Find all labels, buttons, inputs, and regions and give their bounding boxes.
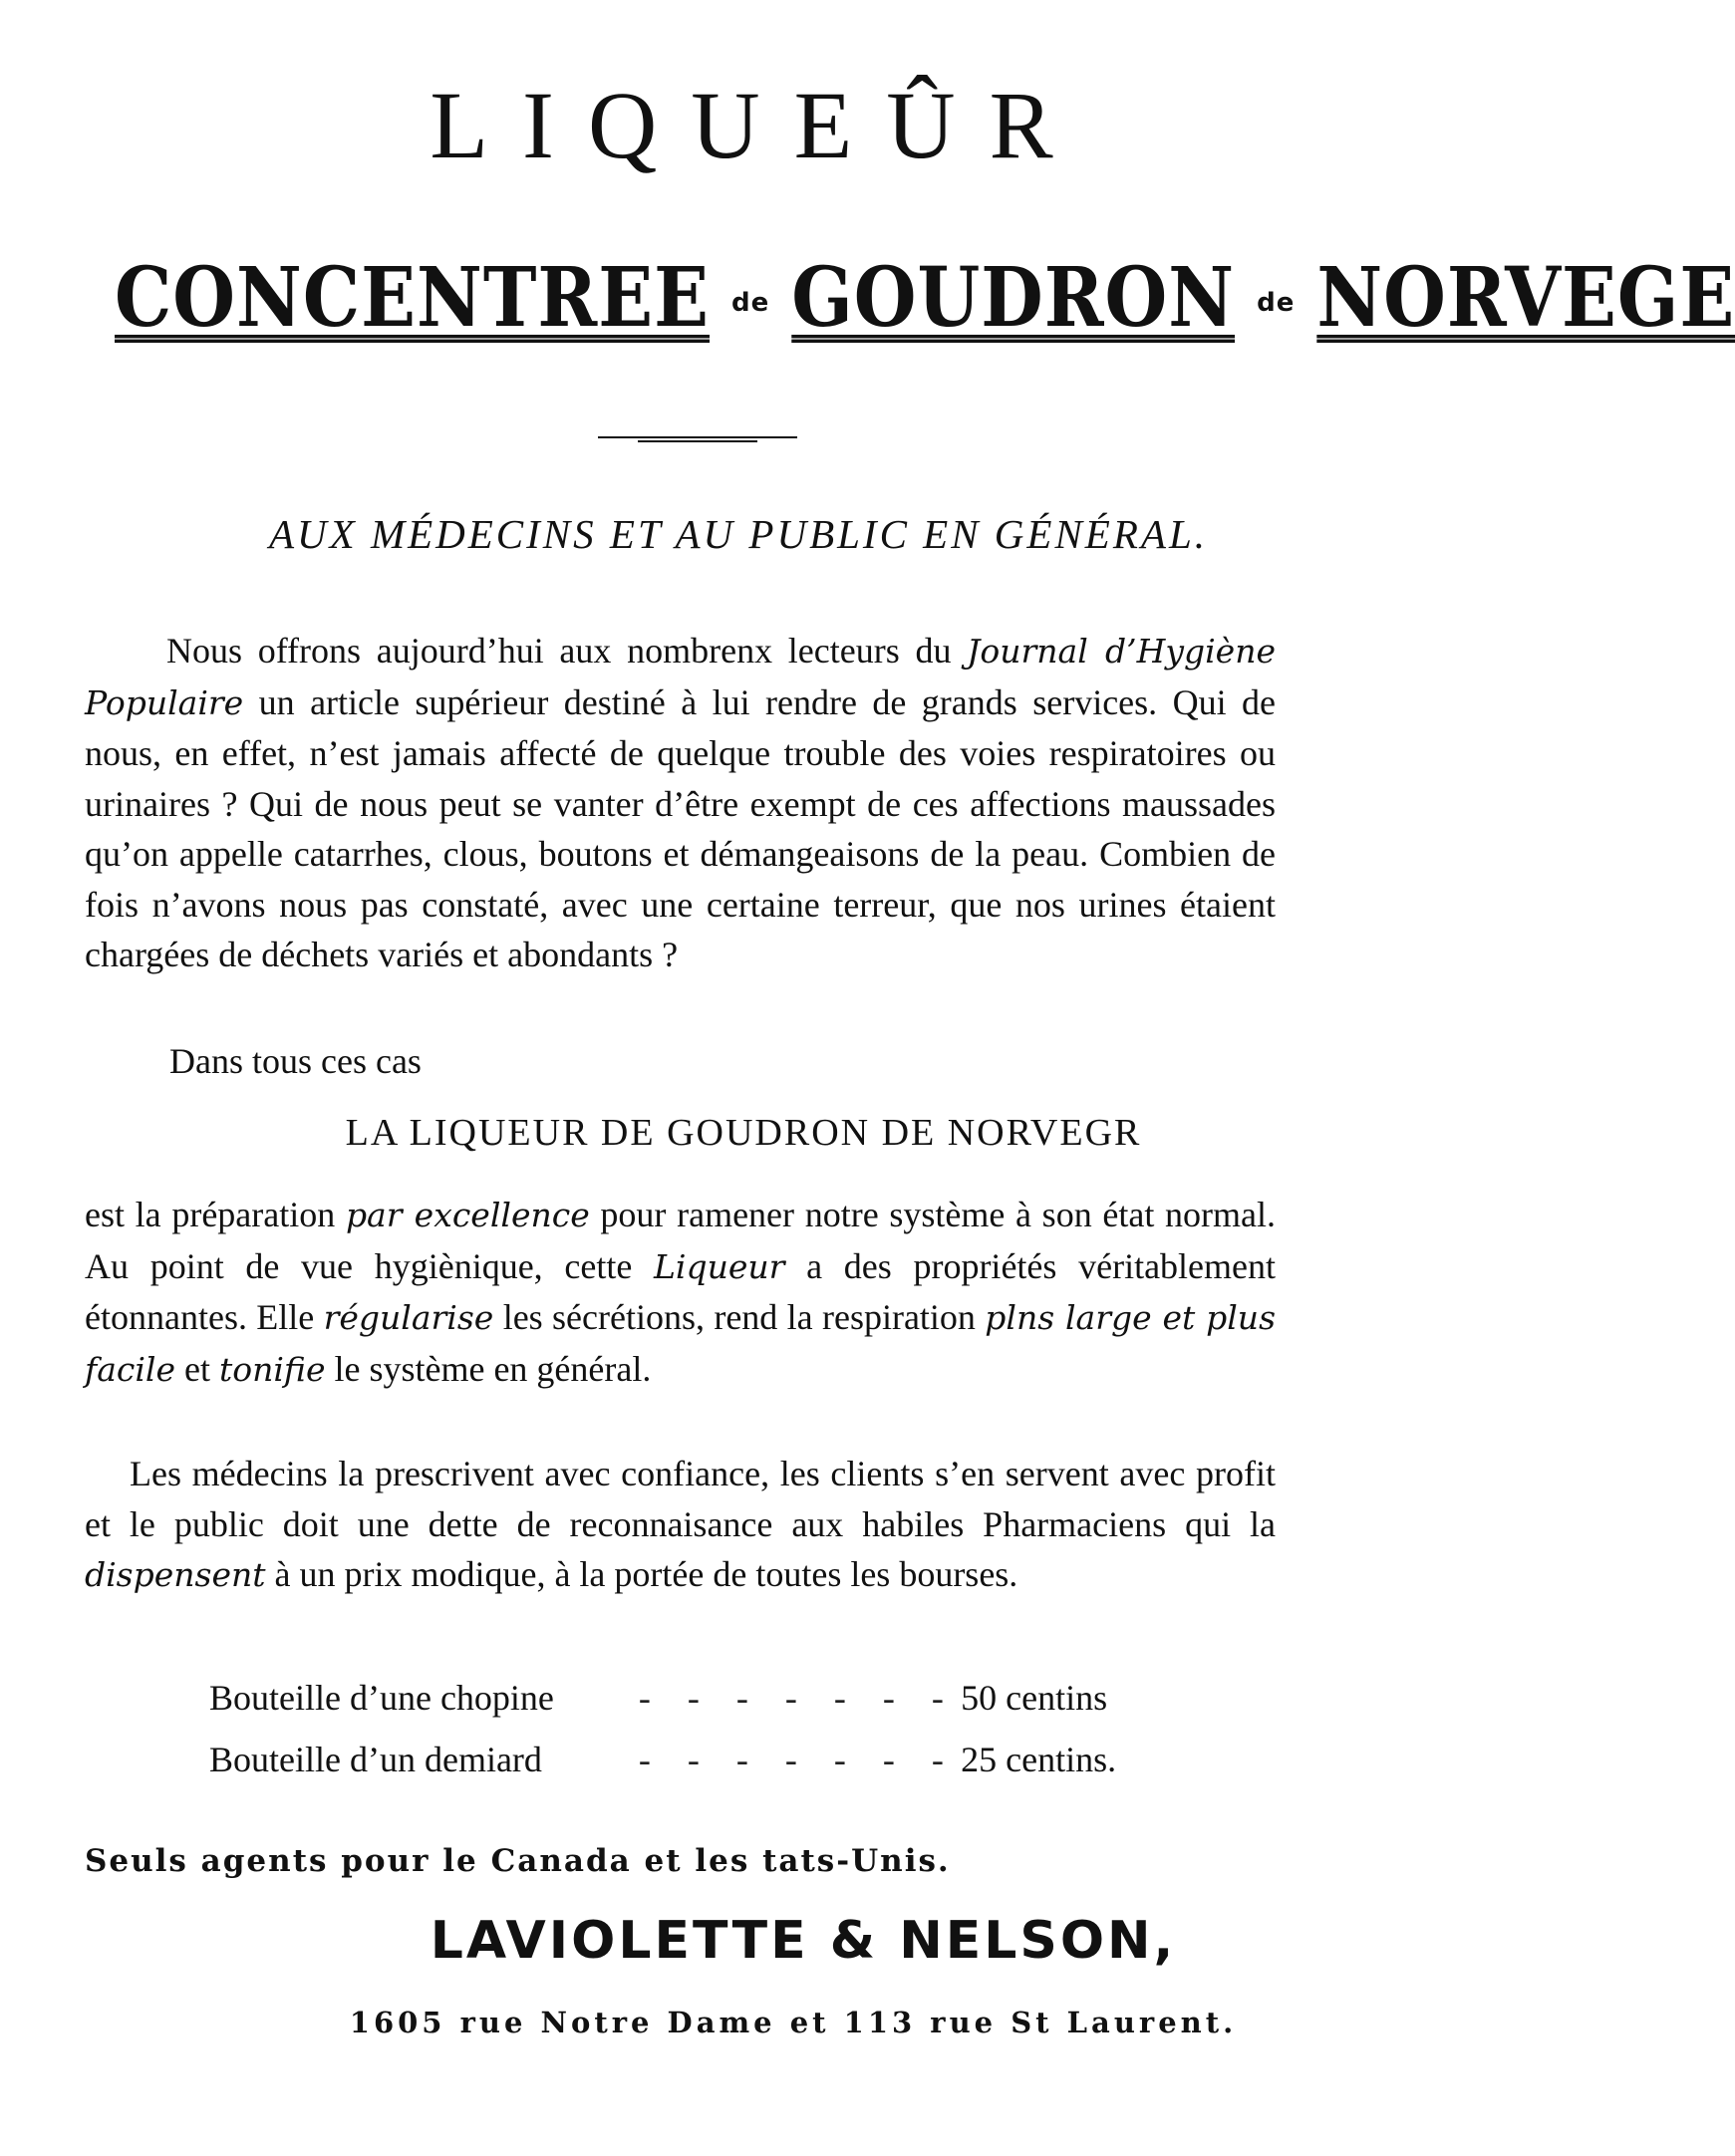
price-label: Bouteille d’une chopine — [209, 1678, 554, 1718]
subtitle — [115, 247, 1735, 346]
street-address: 1605 rue Notre Dame et 113 rue St Laurent. — [349, 2006, 1238, 2039]
text-run: est la préparation — [85, 1195, 346, 1234]
emphasis: par excellence — [345, 1196, 590, 1234]
text-run: les sécrétions, rend la respiration — [493, 1297, 986, 1337]
text-run: un article supérieur destiné à lui rendre de grands services. Qui de nous, en effet, n’est jamais affecté de quelque trouble des voies respiratoires ou urinaires ? Qui de nous peut se vanter d’être exempt de ces affections maussades qu’on appelle catarrhes, clous, boutons et démangeaisons de la peau. Combien de fois n’avons nous pas constaté, avec une certaine terreur, que nos urines étaient chargées de déchets variés et abondants ? — [85, 681, 1276, 974]
page-title: LIQUEÛR — [430, 72, 1087, 178]
price-leader: - - - - - - - — [638, 1740, 958, 1779]
price-value: 25 centins. — [961, 1740, 1117, 1779]
price-leader: - - - - - - - — [638, 1678, 958, 1718]
subtitle-word-norvege: NORVEGE — [1316, 247, 1735, 346]
journal-title: Journal d’Hygiène Populaire — [85, 632, 1276, 722]
emphasis: dispensent — [85, 1555, 266, 1594]
emphasis: tonifie — [219, 1349, 326, 1389]
paragraph-intro — [85, 626, 1276, 980]
subtitle-word-concentree: CONCENTREE — [115, 247, 711, 346]
product-heading: LA LIQUEUR DE GOUDRON DE NORVEGR — [345, 1112, 1142, 1154]
text-run: et — [175, 1348, 219, 1389]
paragraph-doctors — [85, 1449, 1276, 1601]
price-value: 50 centins — [961, 1678, 1108, 1718]
agents-line: Seuls agents pour le Canada et les tats-Unis. — [85, 1843, 951, 1879]
text-run: pour ramener notre système à son état normal. Au point de vue hygiènique, cette — [85, 1195, 1276, 1286]
paragraph-cases: Dans tous ces cas — [169, 1041, 422, 1081]
subtitle-word-goudron: GOUDRON — [791, 247, 1236, 346]
decorative-rule — [598, 434, 797, 444]
paragraph-benefits — [85, 1190, 1276, 1395]
company-name: LAVIOLETTE & NELSON, — [430, 1911, 1177, 1971]
subtitle-word-de: de — [731, 288, 770, 318]
text-run: le système en général. — [325, 1348, 652, 1389]
text-run: a des propriétés véritablement étonnantes. Elle — [85, 1245, 1277, 1337]
subtitle-word-de: de — [1257, 288, 1296, 318]
emphasis: Liqueur — [654, 1246, 785, 1286]
text-run: à un prix modique, à la portée de toutes les bourses. — [265, 1554, 1018, 1594]
price-list — [209, 1677, 1156, 1800]
emphasis: plns large et plus facile — [85, 1298, 1277, 1389]
price-label: Bouteille d’un demiard — [209, 1740, 542, 1779]
address-heading: AUX MÉDECINS ET AU PUBLIC EN GÉNÉRAL. — [269, 511, 1208, 557]
text-run: Les médecins la prescrivent avec confiance, les clients s’en servent avec profit et le public doit une dette de reconnaisance aux habiles Pharmaciens qui la — [85, 1454, 1276, 1544]
text-run: Nous offrons aujourd’hui aux nombrenx lecteurs du — [166, 631, 968, 671]
price-row — [209, 1677, 1156, 1739]
emphasis: régularise — [323, 1298, 494, 1337]
price-row — [209, 1739, 1156, 1800]
